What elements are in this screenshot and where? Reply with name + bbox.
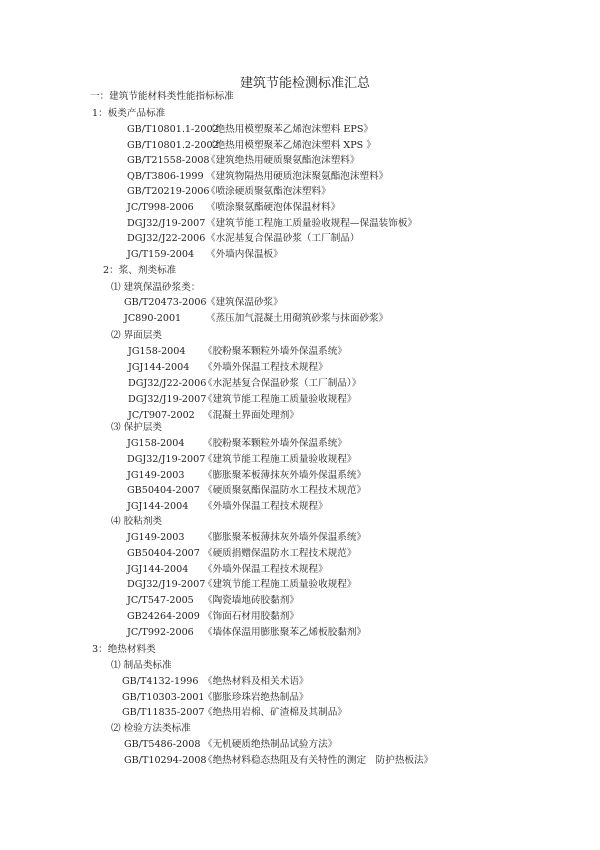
standard-title: 《建筑物隔热用硬质泡沫聚氨酯泡沫塑料》	[206, 170, 389, 182]
standard-title: 《外墙外保温工程技术规程》	[203, 501, 328, 513]
standard-title: 《膨胀聚苯板薄抹灰外墙外保温系统》	[203, 469, 367, 481]
standard-code: GB/T10801.1-2002	[127, 124, 219, 135]
standard-code: GB/T5486-2008	[124, 739, 201, 750]
standard-code: GB50404-2007	[127, 485, 200, 497]
group-heading: ⑵ 检验方法类标准	[111, 723, 191, 734]
standard-code: JC/T907-2002	[128, 410, 195, 421]
standard-code: DGJ32/J19-2007	[127, 453, 206, 465]
standard-title: 《绝热用模塑聚苯乙烯泡沫塑料 XPS 》	[206, 139, 376, 151]
standard-title: 《建筑保温砂浆》	[206, 297, 283, 308]
standard-code: DGJ32/J22-2006	[128, 378, 207, 389]
standard-title: 《胶粉聚苯颗粒外墙外保温系统》	[203, 346, 347, 357]
group-heading: ⑷ 胶粘剂类	[111, 516, 163, 527]
standard-code: GB24264-2009	[127, 611, 200, 622]
standard-code: GB/T21558-2008	[127, 155, 210, 167]
standard-code: JG149-2003	[127, 532, 185, 543]
standard-code: GB/T4132-1996	[122, 676, 199, 687]
standard-code: DGJ32/J22-2006	[127, 233, 206, 245]
standard-title: 《建筑节能工程施工质量验收规程—保温装饰板》	[206, 217, 418, 229]
standard-code: JG/T159-2004	[127, 248, 195, 260]
standard-title: 《建筑节能工程施工质量验收规程》	[203, 453, 357, 465]
standard-title: 《无机硬质绝热制品试验方法》	[203, 739, 338, 750]
group-heading: ⑴ 制品类标准	[111, 660, 172, 671]
standard-title: 《饰面石材用胶黏剂》	[203, 611, 299, 622]
standard-title: 《硬质捐赠保温防水工程技术规范》	[203, 547, 357, 559]
standard-code: JG158-2004	[127, 438, 185, 449]
standard-code: GB/T10294-2008	[124, 754, 207, 766]
subsection-heading: 1：板类产品标准	[92, 108, 166, 119]
standard-title: 《膨胀聚苯板薄抹灰外墙外保温系统》	[203, 532, 367, 543]
standard-title: 《建筑节能工程施工质量验收规程》	[203, 394, 357, 405]
standard-code: DGJ32/J19-2007	[127, 217, 206, 229]
standard-code: GB/T10303-2001	[122, 691, 205, 703]
page-title: 建筑节能检测标准汇总	[239, 76, 370, 91]
standard-code: GB/T10801.2-2002	[127, 139, 219, 151]
standard-code: JC890-2001	[124, 313, 182, 324]
standard-title: 《绝热材料及相关术语》	[203, 676, 309, 687]
subsection-heading: 2：浆、剂类标准	[103, 265, 177, 276]
standard-title: 《建筑绝热用硬质聚氨酯泡沫塑料》	[206, 155, 360, 167]
standard-code: GB/T20219-2006	[127, 186, 210, 198]
standard-code: GB50404-2007	[127, 547, 200, 559]
standard-title: 《胶粉聚苯颗粒外墙外保温系统》	[203, 438, 347, 449]
standard-code: JGJ144-2004	[127, 563, 189, 575]
standard-code: JC/T998-2006	[127, 202, 194, 213]
subsection-heading: 3：绝热材料类	[92, 644, 156, 655]
standard-title: 《蒸压加气混凝土用砌筑砂浆与抹面砂浆》	[206, 313, 389, 324]
standard-title: 《喷涂硬质聚氨酯泡沫塑料》	[206, 186, 331, 198]
standard-title: 《硬质聚氨酯保温防水工程技术规范》	[203, 485, 367, 497]
standard-title: 《水泥基复合保温砂浆（工厂制品）》	[203, 378, 362, 389]
standard-code: QB/T3806-1999	[127, 170, 204, 182]
standard-code: DGJ32/J19-2007	[128, 394, 207, 405]
standard-code: JGJ144-2004	[128, 362, 190, 373]
group-heading: ⑴ 建筑保温砂浆类：	[111, 282, 201, 293]
standard-title: 《外墙内保温板》	[206, 248, 283, 260]
standard-code: GB/T11835-2007	[122, 707, 205, 718]
standard-title: 《建筑节能工程施工质量验收规程》	[203, 579, 357, 591]
standard-code: JG149-2003	[127, 469, 185, 481]
standard-code: JC/T547-2005	[127, 595, 194, 607]
standard-title: 《墙体保温用膨胀聚苯乙烯板胶黏剂》	[203, 626, 367, 638]
standard-title: 《水泥基复合保温砂浆（工厂制品）	[206, 233, 360, 245]
standard-title: 《绝热用岩棉、矿渣棉及其制品》	[203, 707, 347, 718]
group-heading: ⑵ 界面层类	[111, 330, 163, 341]
standard-code: JGJ144-2004	[127, 501, 189, 513]
standard-title: 《喷涂聚氨酯硬泡体保温材料》	[206, 202, 341, 213]
standard-title: 《混凝土界面处理剂》	[203, 410, 299, 421]
standard-title: 《陶瓷墙地砖胶黏剂》	[203, 595, 299, 607]
standard-title: 《绝热用模塑聚苯乙烯泡沫塑料 EPS》	[206, 124, 373, 135]
standard-code: JG158-2004	[128, 346, 186, 357]
standard-code: GB/T20473-2006	[124, 297, 207, 308]
standard-title: 《绝热材料稳态热阻及有关特性的测定 防护热板法》	[203, 754, 434, 766]
section-heading: 一：建筑节能材料类性能指标标准	[90, 91, 234, 102]
group-heading: ⑶ 保护层类	[111, 422, 163, 433]
standard-code: JC/T992-2006	[127, 626, 194, 638]
standard-code: DGJ32/J19-2007	[127, 579, 206, 591]
standard-title: 《外墙外保温工程技术规程》	[203, 362, 328, 373]
standard-title: 《膨胀珍珠岩绝热制品》	[203, 691, 309, 703]
standard-title: 《外墙外保温工程技术规程》	[203, 563, 328, 575]
